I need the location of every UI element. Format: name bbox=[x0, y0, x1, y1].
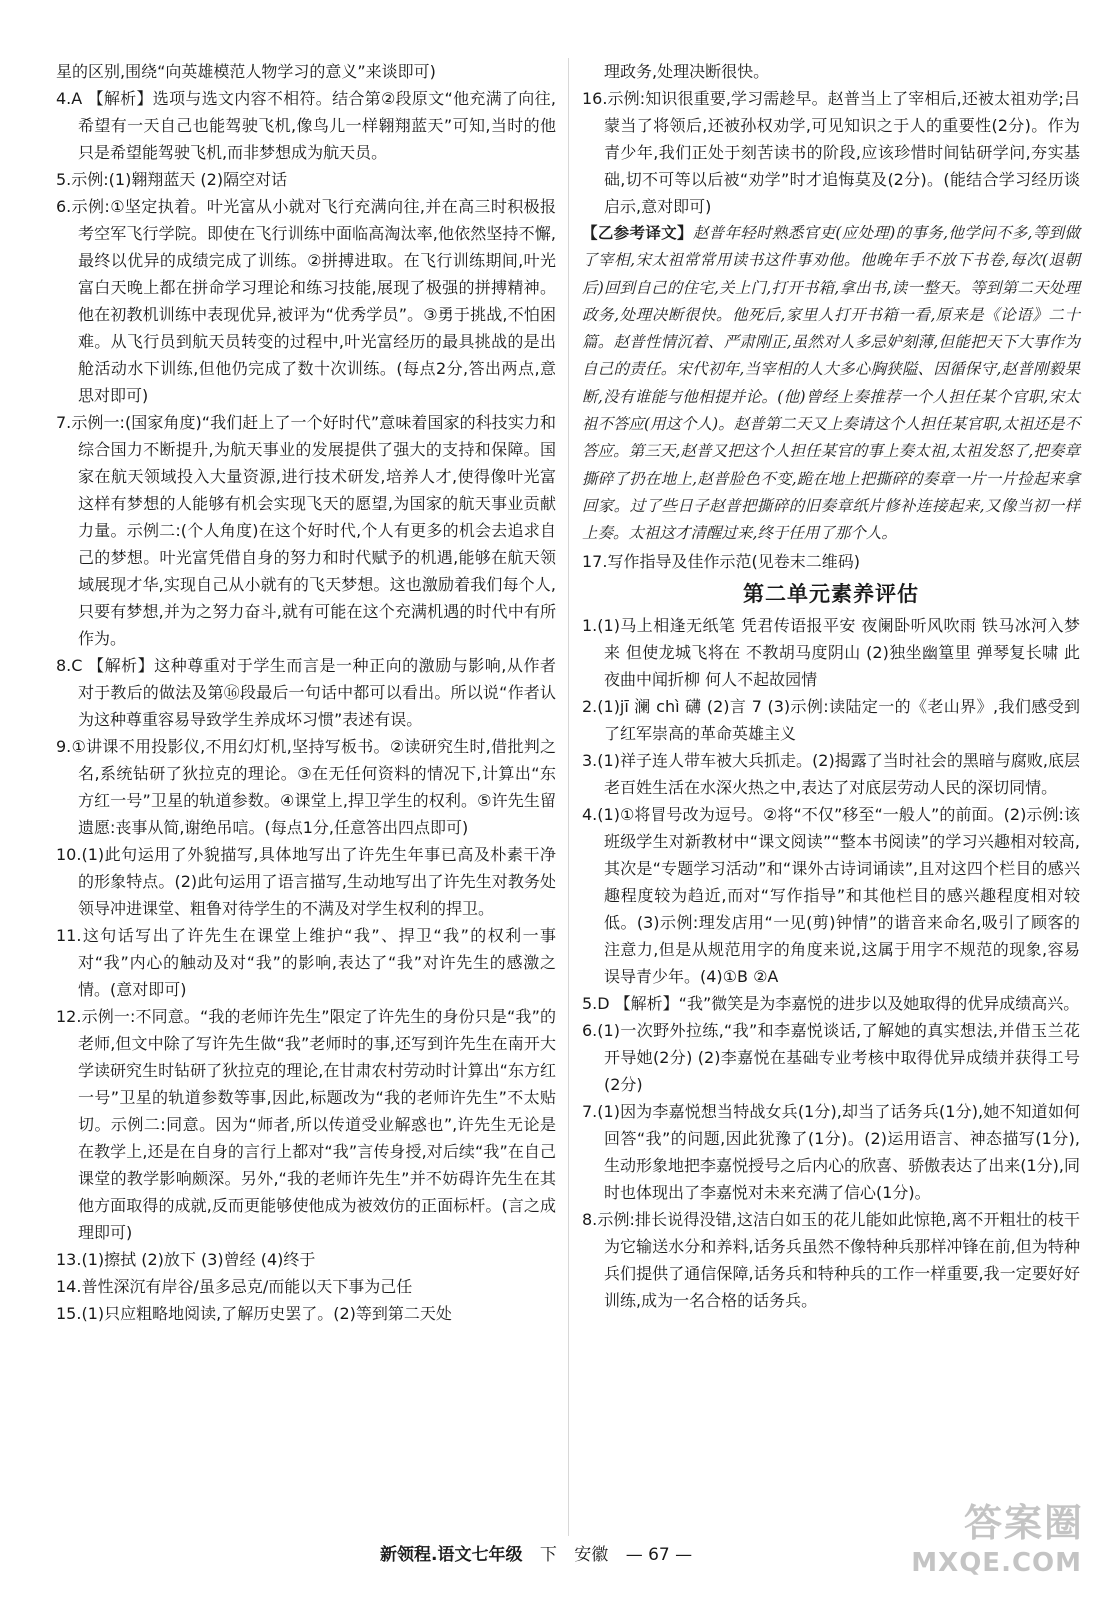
footer-book-title: 新领程.语文七年级 bbox=[380, 1545, 523, 1565]
answer-paragraph: 5.D 【解析】“我”微笑是为李嘉悦的进步以及她取得的优异成绩高兴。 bbox=[582, 993, 1080, 1013]
answer-paragraph: 15.(1)只应粗略地阅读,了解历史罢了。(2)等到第二天处 bbox=[56, 1304, 452, 1323]
left-column bbox=[56, 58, 556, 1327]
answer-paragraph: 1.(1)马上相逢无纸笔 凭君传语报平安 夜阑卧听风吹雨 铁马冰河入梦来 但使龙城飞将在 不教胡马度阴山 (2)独坐幽篁里 弹琴复长啸 此夜曲中闻折柳 何人不起故园情 bbox=[582, 615, 1080, 689]
answer-paragraph: 7.示例一:(国家角度)“我们赶上了一个好时代”意味着国家的科技实力和综合国力不断提升,为航天事业的发展提供了强大的支持和保障。国家在航天领域投入大量资源,进行技术研发,培养人才,使得像叶光富这样有梦想的人能够有机会实现飞天的愿望,为国家的航天事业贡献力量。示例二:(个人角度)在这个好时代,个人有更多的机会去追求自己的梦想。叶光富凭借自身的努力和时代赋予的机遇,能够在航天领域展现才华,实现自己从小就有的飞天梦想。这也激励着我们每个人,只要有梦想,并为之努力奋斗,就有可能在这个充满机遇的时代中有所作为。 bbox=[56, 413, 556, 648]
answer-paragraph: 5.示例:(1)翱翔蓝天 (2)隔空对话 bbox=[56, 170, 288, 189]
watermark-logo bbox=[902, 1492, 1092, 1592]
answer-paragraph: 理政务,处理决断很快。 bbox=[604, 62, 770, 81]
answer-paragraph: 2.(1)jī 澜 chì 礴 (2)言 7 (3)示例:读陆定一的《老山界》,我们感受到了红军崇高的革命英雄主义 bbox=[582, 696, 1080, 743]
reference-translation bbox=[582, 220, 1080, 548]
answer-paragraph: 4.A 【解析】选项与选文内容不相符。结合第②段原文“他充满了向往,希望有一天自己也能驾驶飞机,像鸟儿一样翱翔蓝天”可知,当时的他只是希望能驾驶飞机,而非梦想成为航天员。 bbox=[56, 89, 556, 162]
answer-paragraph: 13.(1)擦拭 (2)放下 (3)曾经 (4)终于 bbox=[56, 1250, 316, 1269]
watermark-url: MXQE.COM bbox=[911, 1548, 1082, 1578]
footer-region: 安徽 bbox=[574, 1545, 609, 1565]
answer-paragraph: 10.(1)此句运用了外貌描写,具体地写出了许先生年事已高及朴素干净的形象特点。(2)此句运用了语言描写,生动地写出了许先生对教务处领导冲进课堂、粗鲁对待学生的不满及对学生权利的捍卫。 bbox=[56, 845, 556, 918]
answer-paragraph: 6.示例:①坚定执着。叶光富从小就对飞行充满向往,并在高三时积极报考空军飞行学院。即使在飞行训练中面临高淘汰率,他依然坚持不懈,最终以优异的成绩完成了训练。②拼搏进取。在飞行训练期间,叶光富白天晚上都在拼命学习理论和练习技能,展现了极强的拼搏精神。他在初教机训练中表现优异,被评为“优秀学员”。③勇于挑战,不怕困难。从飞行员到航天员转变的过程中,叶光富经历的最具挑战的是出舱活动水下训练,但他仍完成了数十次训练。(每点2分,答出两点,意思对即可) bbox=[56, 197, 556, 405]
footer-volume: 下 bbox=[539, 1545, 557, 1565]
page-number: — 67 — bbox=[625, 1545, 693, 1565]
answer-paragraph: 11.这句话写出了许先生在课堂上维护“我”、捍卫“我”的权利一事对“我”内心的触动及对“我”的影响,表达了“我”对许先生的感激之情。(意对即可) bbox=[56, 926, 556, 999]
section-title: 第二单元素养评估 bbox=[743, 580, 919, 606]
answer-paragraph: 8.C 【解析】这种尊重对于学生而言是一种正向的激励与影响,从作者对于教后的做法及第⑯段最后一句话中都可以看出。所以说“作者认为这种尊重容易导致学生养成坏习惯”表述有误。 bbox=[56, 656, 556, 729]
answer-paragraph: 8.示例:排长说得没错,这洁白如玉的花儿能如此惊艳,离不开粗壮的枝干为它输送水分和养料,话务兵虽然不像特种兵那样冲锋在前,但为特种兵们提供了通信保障,话务兵和特种兵的工作一样重要,我一定要好好训练,成为一名合格的话务兵。 bbox=[582, 1209, 1080, 1310]
answer-paragraph: 6.(1)一次野外拉练,“我”和李嘉悦谈话,了解她的真实想法,并借玉兰花开导她(2分) (2)李嘉悦在基础专业考核中取得优异成绩并获得工号(2分) bbox=[582, 1020, 1080, 1094]
right-column bbox=[582, 58, 1080, 1314]
answer-paragraph: 16.示例:知识很重要,学习需趁早。赵普当上了宰相后,还被太祖劝学;吕蒙当了将领后,还被孙权劝学,可见知识之于人的重要性(2分)。作为青少年,我们正处于刻苦读书的阶段,应该珍惜时间钻研学问,夯实基础,切不可等以后被“劝学”时才追悔莫及(2分)。(能结合学习经历谈启示,意对即可) bbox=[582, 89, 1080, 216]
answer-paragraph: 7.(1)因为李嘉悦想当特战女兵(1分),却当了话务兵(1分),她不知道如何回答“我”的问题,因此犹豫了(1分)。(2)运用语言、神态描写(1分),生动形象地把李嘉悦授号之后内心的欣喜、骄傲表达了出来(1分),同时也体现出了李嘉悦对未来充满了信心(1分)。 bbox=[582, 1101, 1080, 1202]
column-divider bbox=[568, 58, 569, 1536]
answer-paragraph: 14.普性深沉有岸谷/虽多忌克/而能以天下事为己任 bbox=[56, 1277, 413, 1296]
watermark-text: 答案圈 bbox=[963, 1501, 1084, 1545]
answer-paragraph: 4.(1)①将冒号改为逗号。②将“不仅”移至“一般人”的前面。(2)示例:该班级学生对新教材中“课文阅读”“整本书阅读”的学习兴趣相对较高,其次是“专题学习活动”和“课外古诗词诵读”,且对这四个栏目的感兴趣程度较为趋近,而对“写作指导”和其他栏目的感兴趣程度相对较低。(3)示例:理发店用“一见(剪)钟情”的谐音来命名,吸引了顾客的注意力,但是从规范用字的角度来说,这属于用字不规范的现象,容易误导青少年。(4)①B ②A bbox=[582, 804, 1080, 986]
translation-label: 【乙参考译文】 bbox=[582, 224, 693, 242]
answer-paragraph: 17.写作指导及佳作示范(见卷末二维码) bbox=[582, 551, 860, 571]
answer-paragraph: 9.①讲课不用投影仪,不用幻灯机,坚持写板书。②读研究生时,借批判之名,系统钻研了狄拉克的理论。③在无任何资料的情况下,计算出“东方红一号”卫星的轨道参数。④课堂上,捍卫学生的权利。⑤许先生留遗愿:丧事从简,谢绝吊唁。(每点1分,任意答出四点即可) bbox=[56, 737, 556, 837]
translation-text: 赵普年轻时熟悉官吏(应处理)的事务,他学问不多,等到做了宰相,宋太祖常常用读书这件事劝他。他晚年手不放下书卷,每次(退朝后)回到自己的住宅,关上门,打开书箱,拿出书,读一整天。等到第二天处理政务,处理决断很快。他死后,家里人打开书箱一看,原来是《论语》二十篇。赵普性情沉着、严肃刚正,虽然对人多忌妒刻薄,但能把天下大事作为自己的责任。宋代初年,当宰相的人大多心胸狭隘、因循保守,赵普刚毅果断,没有谁能与他相提并论。(他)曾经上奏推荐一个人担任某个官职,宋太祖不答应(用这个人)。赵普第二天又上奏请这个人担任某官职,太祖还是不答应。第三天,赵普又把这个人担任某官的事上奏太祖,太祖发怒了,把奏章撕碎了扔在地上,赵普脸色不变,跪在地上把撕碎的奏章一片一片捡起来拿回家。过了些日子赵普把撕碎的旧奏章纸片修补连接起来,又像当初一样上奏。太祖这才清醒过来,终于任用了那个人。 bbox=[582, 224, 1080, 543]
answer-paragraph: 3.(1)祥子连人带车被大兵抓走。(2)揭露了当时社会的黑暗与腐败,底层老百姓生活在水深火热之中,表达了对底层劳动人民的深切同情。 bbox=[582, 750, 1080, 797]
answer-paragraph: 星的区别,围绕“向英雄模范人物学习的意义”来谈即可) bbox=[56, 62, 436, 81]
answer-paragraph: 12.示例一:不同意。“我的老师许先生”限定了许先生的身份只是“我”的老师,但文中除了写许先生做“我”老师时的事,还写到许先生在南开大学读研究生时钻研了狄拉克的理论,在甘肃农村劳动时计算出“东方红一号”卫星的轨道参数等事,因此,标题改为“我的老师许先生”不太贴切。示例二:同意。因为“师者,所以传道受业解惑也”,许先生无论是在教学上,还是在自身的言行上都对“我”言传身授,对后续“我”在自己课堂的教学影响颇深。另外,“我的老师许先生”并不妨碍许先生在其他方面取得的成就,反而更能够使他成为被效仿的正面标杆。(言之成理即可) bbox=[56, 1007, 556, 1242]
